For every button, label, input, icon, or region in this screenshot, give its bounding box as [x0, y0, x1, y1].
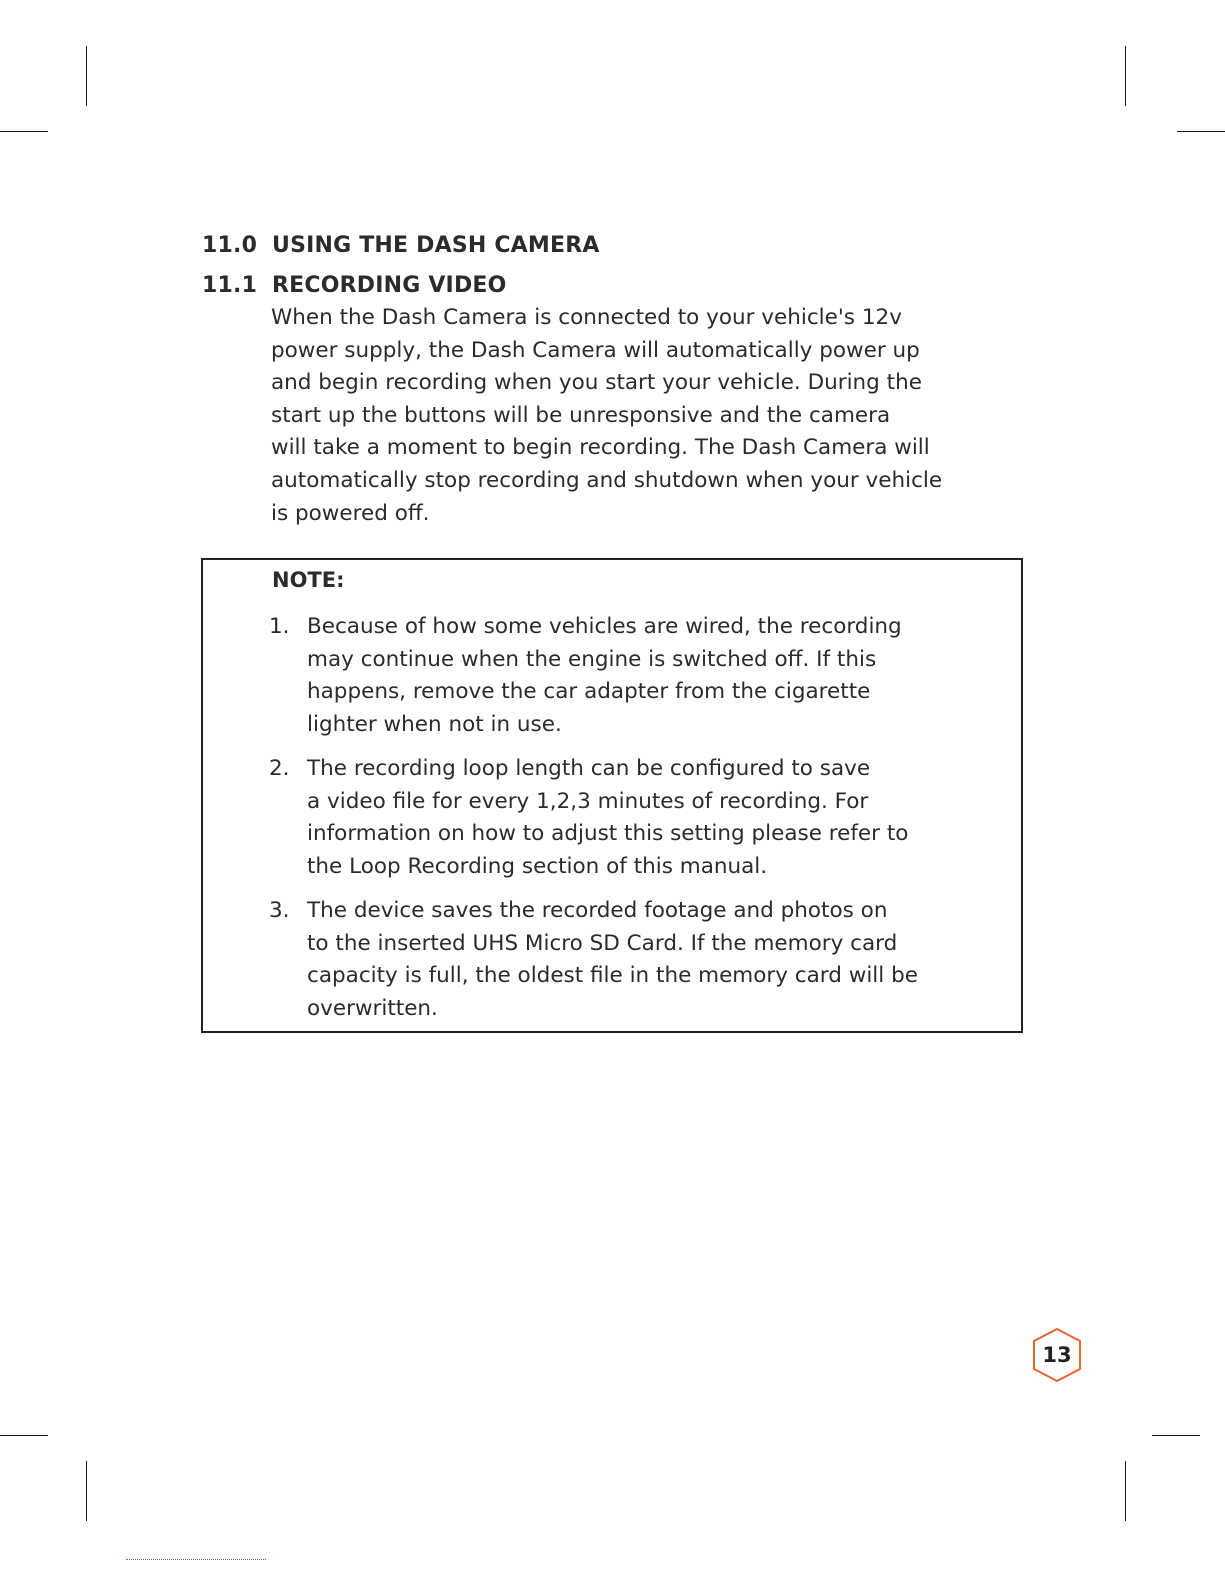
paragraph-line: automatically stop recording and shutdown when your vehicle: [271, 467, 943, 493]
crop-mark-bottom-left-vertical: [86, 1461, 87, 1521]
note-item-line: Because of how some vehicles are wired, the recording: [307, 614, 902, 639]
page-number: 13: [1042, 1343, 1072, 1367]
paragraph-line: start up the buttons will be unresponsive and the camera: [271, 402, 891, 428]
note-item-number: 1.: [269, 614, 290, 639]
section-heading: [202, 233, 600, 258]
crop-mark-bottom-left-horizontal: [0, 1435, 48, 1436]
crop-mark-bottom-right-horizontal: [1152, 1435, 1200, 1436]
note-box: [201, 558, 1023, 1033]
paragraph-line: and begin recording when you start your vehicle. During the: [271, 370, 922, 396]
note-item-line: the Loop Recording section of this manual.: [307, 853, 768, 879]
subsection-title: RECORDING VIDEO: [272, 273, 507, 298]
section-title: USING THE DASH CAMERA: [272, 233, 600, 258]
note-item-line: to the inserted UHS Micro SD Card. If the memory card: [307, 930, 898, 956]
paragraph-line: will take a moment to begin recording. The Dash Camera will: [271, 435, 930, 461]
note-item-number: 2.: [269, 756, 290, 781]
note-item-line: may continue when the engine is switched off. If this: [307, 646, 877, 672]
paragraph-line: When the Dash Camera is connected to your vehicle's 12v: [271, 305, 902, 330]
subsection-number: 11.1: [202, 273, 258, 298]
subsection-heading: [202, 273, 507, 298]
note-title: NOTE:: [272, 568, 345, 592]
crop-mark-top-right-vertical: [1125, 46, 1126, 106]
paragraph-line: power supply, the Dash Camera will automatically power up: [271, 337, 920, 363]
note-item-line: information on how to adjust this setting please refer to: [307, 821, 909, 847]
note-item-line: capacity is full, the oldest file in the memory card will be: [307, 963, 918, 989]
note-item-line: overwritten.: [307, 995, 438, 1021]
note-item-line: happens, remove the car adapter from the cigarette: [307, 679, 871, 705]
recording-video-paragraph: [271, 302, 1031, 530]
page-number-badge: [1031, 1327, 1083, 1383]
note-item-number: 3.: [269, 898, 290, 923]
note-item-line: The device saves the recorded footage and photos on: [307, 898, 888, 923]
crop-mark-top-left-horizontal: [0, 131, 48, 132]
crop-mark-bottom-right-vertical: [1125, 1461, 1126, 1521]
section-number: 11.0: [202, 233, 258, 258]
note-item-line: The recording loop length can be configured to save: [307, 756, 871, 781]
bottom-dotted-rule: [126, 1559, 266, 1561]
crop-mark-top-left-vertical: [86, 46, 87, 106]
crop-mark-top-right-horizontal: [1177, 131, 1225, 132]
note-item-line: lighter when not in use.: [307, 711, 562, 737]
paragraph-line: is powered off.: [271, 500, 430, 526]
note-item-line: a video file for every 1,2,3 minutes of recording. For: [307, 788, 869, 814]
